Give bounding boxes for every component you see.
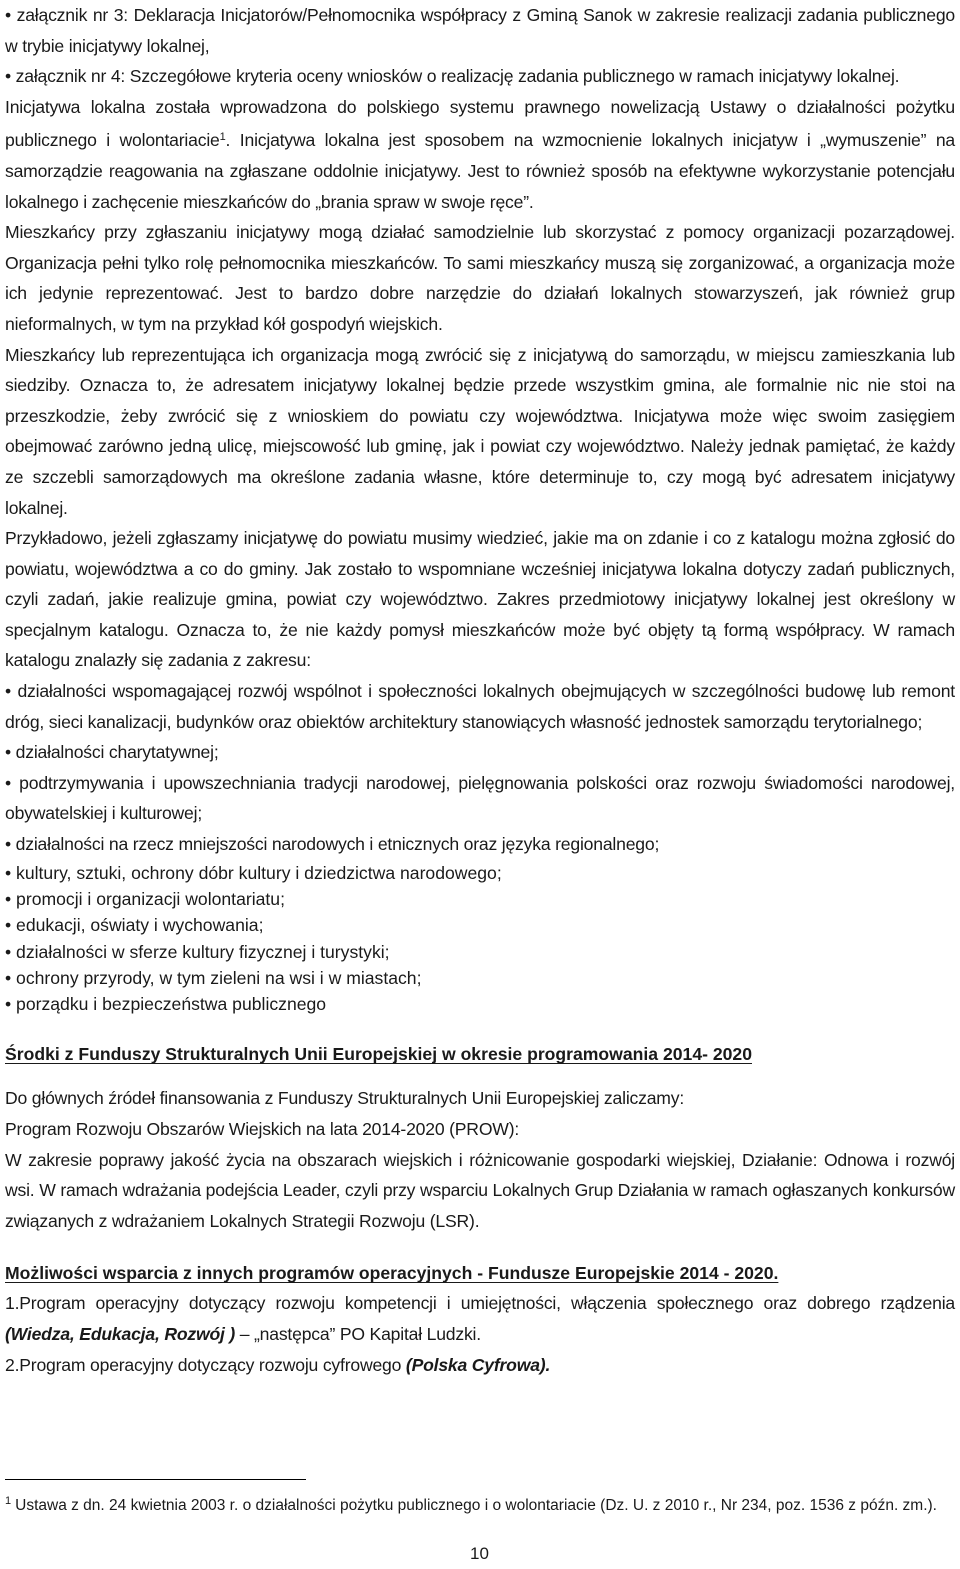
paragraph-residents-organization: Mieszkańcy przy zgłaszaniu inicjatywy mogą działać samodzielnie lub skorzystać z pomocy organizacji pozarządowej. Organizacja pełni tylko rolę pełnomocnika mieszkańców. To sami mieszkańcy muszą się zorganizować, a organizacja może ich jedynie reprezentować. Jest to bardzo dobre narzędzie do działań lokalnych stowarzyszeń, jak również grup nieformalnych, w tym na przykład kół gospodyń wiejskich. (5, 222, 955, 334)
section-heading-other-programmes: Możliwości wsparcia z innych programów operacyjnych - Fundusze Europejskie 2014 - 2020. (5, 1263, 779, 1284)
programme-2-text: 2.Program operacyjny dotyczący rozwoju cyfrowego (5, 1354, 406, 1375)
bullet-attachment-3: • załącznik nr 3: Deklaracja Inicjatorów/Pełnomocnika współpracy z Gminą Sanok w zakresie realizacji zadania publicznego w trybie inicjatywy lokalnej, (5, 5, 955, 56)
scope-item: • ochrony przyrody, w tym zieleni na wsi i w miastach; (5, 967, 422, 988)
programme-2-name: (Polska Cyfrowa). (405, 1354, 551, 1375)
programme-1-text: 1.Program operacyjny dotyczący rozwoju kompetencji i umiejętności, włączenia społecznego oraz dobrego rządzenia (5, 1293, 955, 1314)
scope-item: • podtrzymywania i upowszechniania tradycji narodowej, pielęgnowania polskości oraz rozwoju świadomości narodowej, obywatelskiej i kulturowej; (5, 772, 955, 824)
scope-list (5, 676, 955, 1017)
sec1-paragraph: W zakresie poprawy jakość życia na obszarach wiejskich i różnicowanie gospodarki wiejskiej, Działanie: Odnowa i rozwój wsi. W ramach wdrażania podejścia Leader, czyli przy wsparciu Lokalnych Grup Działania w ramach ogłaszanych konkursów związanych z wdrażaniem Lokalnych Strategii Rozwoju (LSR). (5, 1149, 955, 1231)
programme-item-2 (5, 1350, 955, 1381)
scope-item: • działalności na rzecz mniejszości narodowych i etnicznych oraz języka regionalnego; (5, 834, 660, 855)
scope-item: • działalności charytatywnej; (5, 742, 219, 763)
paragraph-catalogue: Przykładowo, jeżeli zgłaszamy inicjatywę do powiatu musimy wiedzieć, jakie ma on zdanie i co z katalogu można zgłosić do powiatu, województwa a co do gminy. Jak zostało to wspomniane wcześniej inicjatywa lokalna dotyczy zadań publicznych, czyli zadań, jakie realizuje gmina, powiat czy województwo. Zakres przedmiotowy inicjatywy lokalnej jest określony w specjalnym katalogu. Oznacza to, że nie każdy pomysł mieszkańców może być objęty tą formą współpracy. W ramach katalogu znalazły się zadania z zakresu: (5, 528, 955, 671)
footnote (5, 1490, 955, 1517)
programme-1-name: (Wiedza, Edukacja, Rozwój ) (5, 1323, 236, 1344)
footnote-reference: 1 (219, 131, 226, 144)
footnote-text: Ustawa z dn. 24 kwietnia 2003 r. o działalności pożytku publicznego i o wolontariacie (Dz. U. z 2010 r., Nr 234, poz. 1536 z późn. zm.). (15, 1497, 937, 1514)
document-page (5, 0, 955, 1380)
scope-item: • kultury, sztuki, ochrony dóbr kultury i dziedzictwa narodowego; (5, 862, 502, 883)
footnote-mark: 1 (5, 1495, 12, 1507)
footnote-divider (5, 1479, 306, 1480)
para1-text-a: Inicjatywa lokalna została wprowadzona do polskiego systemu prawnego nowelizacją Ustawy o działalności pożytku publicznego i wolontariacie (5, 96, 955, 151)
section-heading-structural-funds: Środki z Funduszy Strukturalnych Unii Europejskiej w okresie programowania 2014- 2020 (5, 1044, 752, 1065)
programme-item-1 (5, 1288, 955, 1349)
paragraph-local-initiative-intro (5, 92, 955, 217)
para1-text-b: . Inicjatywa lokalna jest sposobem na wzmocnienie lokalnych inicjatyw i „wymuszenie” na samorządzie reagowania na zgłaszane oddolnie inicjatywy. Jest to również sposób na efektywne wykorzystanie potencjału lokalnego i zachęcenie mieszkańców do „brania spraw w swoje ręce”. (5, 130, 956, 212)
scope-item: • działalności w sferze kultury fizycznej i turystyki; (5, 941, 390, 962)
paragraph-addressee: Mieszkańcy lub reprezentująca ich organizacja mogą zwrócić się z inicjatywą do samorządu, w miejscu zamieszkania lub siedziby. Oznacza to, że adresatem inicjatywy lokalnej będzie przede wszystkim gmina, ale formalnie nic nie stoi na przeszkodzie, żeby zwrócić się z wnioskiem do powiatu czy województwa. Inicjatywa może więc swoim zasięgiem obejmować zarówno jedną ulicę, miejscowość lub gminę, jak i powiat czy województwo. Należy jednak pamiętać, że każdy ze szczebli samorządowych ma określone zadania własne, które determinuje to, czy mogą być adresatem inicjatywy lokalnej. (5, 344, 955, 518)
sec1-prow-line: Program Rozwoju Obszarów Wiejskich na lata 2014-2020 (PROW): (5, 1119, 520, 1139)
programme-1-successor: – „następca” PO Kapitał Ludzki. (235, 1323, 481, 1344)
scope-item: • działalności wspomagającej rozwój wspólnot i społeczności lokalnych obejmujących w szczególności budowę lub remont dróg, sieci kanalizacji, budynków oraz obiektów architektury stanowiących własność jednostek samorządu terytorialnego; (5, 681, 955, 732)
sec1-intro-line: Do głównych źródeł finansowania z Funduszy Strukturalnych Unii Europejskiej zaliczamy: (5, 1088, 685, 1109)
scope-item: • edukacji, oświaty i wychowania; (5, 915, 264, 936)
scope-item: • promocji i organizacji wolontariatu; (5, 888, 285, 909)
bullet-attachment-4: • załącznik nr 4: Szczegółowe kryteria oceny wniosków o realizację zadania publicznego w ramach inicjatywy lokalnej. (5, 66, 900, 87)
page-number: 10 (470, 1544, 489, 1563)
scope-item: • porządku i bezpieczeństwa publicznego (5, 994, 327, 1015)
